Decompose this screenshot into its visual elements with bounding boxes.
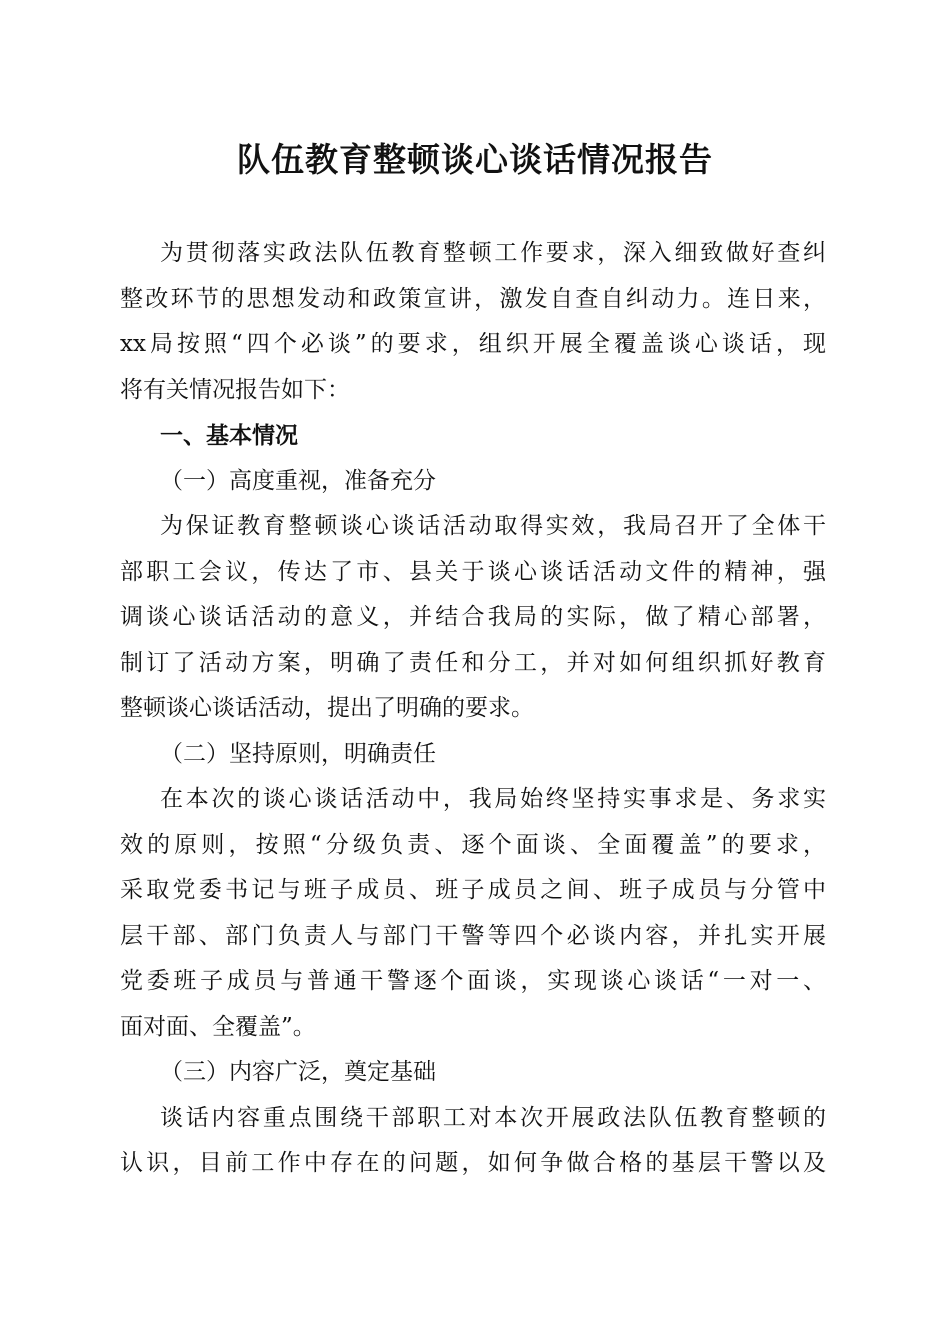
paragraph-line: 层干部、部门负责人与部门干警等四个必谈内容，并扎实开展 <box>120 922 826 949</box>
paragraph-line: xx局按照“四个必谈”的要求，组织开展全覆盖谈心谈话，现 <box>120 331 826 357</box>
subsection-heading: （一）高度重视，准备充分 <box>160 467 436 494</box>
paragraph-line: 效的原则，按照“分级负责、逐个面谈、全面覆盖”的要求， <box>120 831 826 858</box>
paragraph-line: 为保证教育整顿谈心谈话活动取得实效，我局召开了全体干 <box>160 513 826 539</box>
paragraph-line: 采取党委书记与班子成员、班子成员之间、班子成员与分管中 <box>120 877 826 903</box>
subsection-heading: （二）坚持原则，明确责任 <box>160 740 436 767</box>
paragraph-line: 谈话内容重点围绕干部职工对本次开展政法队伍教育整顿的 <box>160 1104 826 1131</box>
paragraph-line: 制订了活动方案，明确了责任和分工，并对如何组织抓好教育 <box>120 649 826 676</box>
paragraph-line: 在本次的谈心谈话活动中，我局始终坚持实事求是、务求实 <box>160 786 826 812</box>
paragraph-line: 整顿谈心谈话活动，提出了明确的要求。 <box>120 695 534 721</box>
paragraph-line: 党委班子成员与普通干警逐个面谈，实现谈心谈话“一对一、 <box>120 968 826 994</box>
subsection-heading: （三）内容广泛，奠定基础 <box>160 1059 436 1085</box>
paragraph-line: 为贯彻落实政法队伍教育整顿工作要求，深入细致做好查纠 <box>160 240 826 266</box>
paragraph-line: 调谈心谈话活动的意义，并结合我局的实际，做了精心部署， <box>120 604 826 630</box>
section-heading: 一、基本情况 <box>160 422 298 449</box>
paragraph-line: 部职工会议，传达了市、县关于谈心谈话活动文件的精神，强 <box>120 558 826 585</box>
paragraph-line: 将有关情况报告如下： <box>120 376 350 403</box>
document-title: 队伍教育整顿谈心谈话情况报告 <box>237 140 713 179</box>
paragraph-line: 整改环节的思想发动和政策宣讲，激发自查自纠动力。连日来， <box>120 285 826 312</box>
paragraph-line: 面对面、全覆盖”。 <box>120 1013 316 1040</box>
paragraph-line: 认识，目前工作中存在的问题，如何争做合格的基层干警以及 <box>120 1150 826 1176</box>
document-body <box>120 231 826 1187</box>
